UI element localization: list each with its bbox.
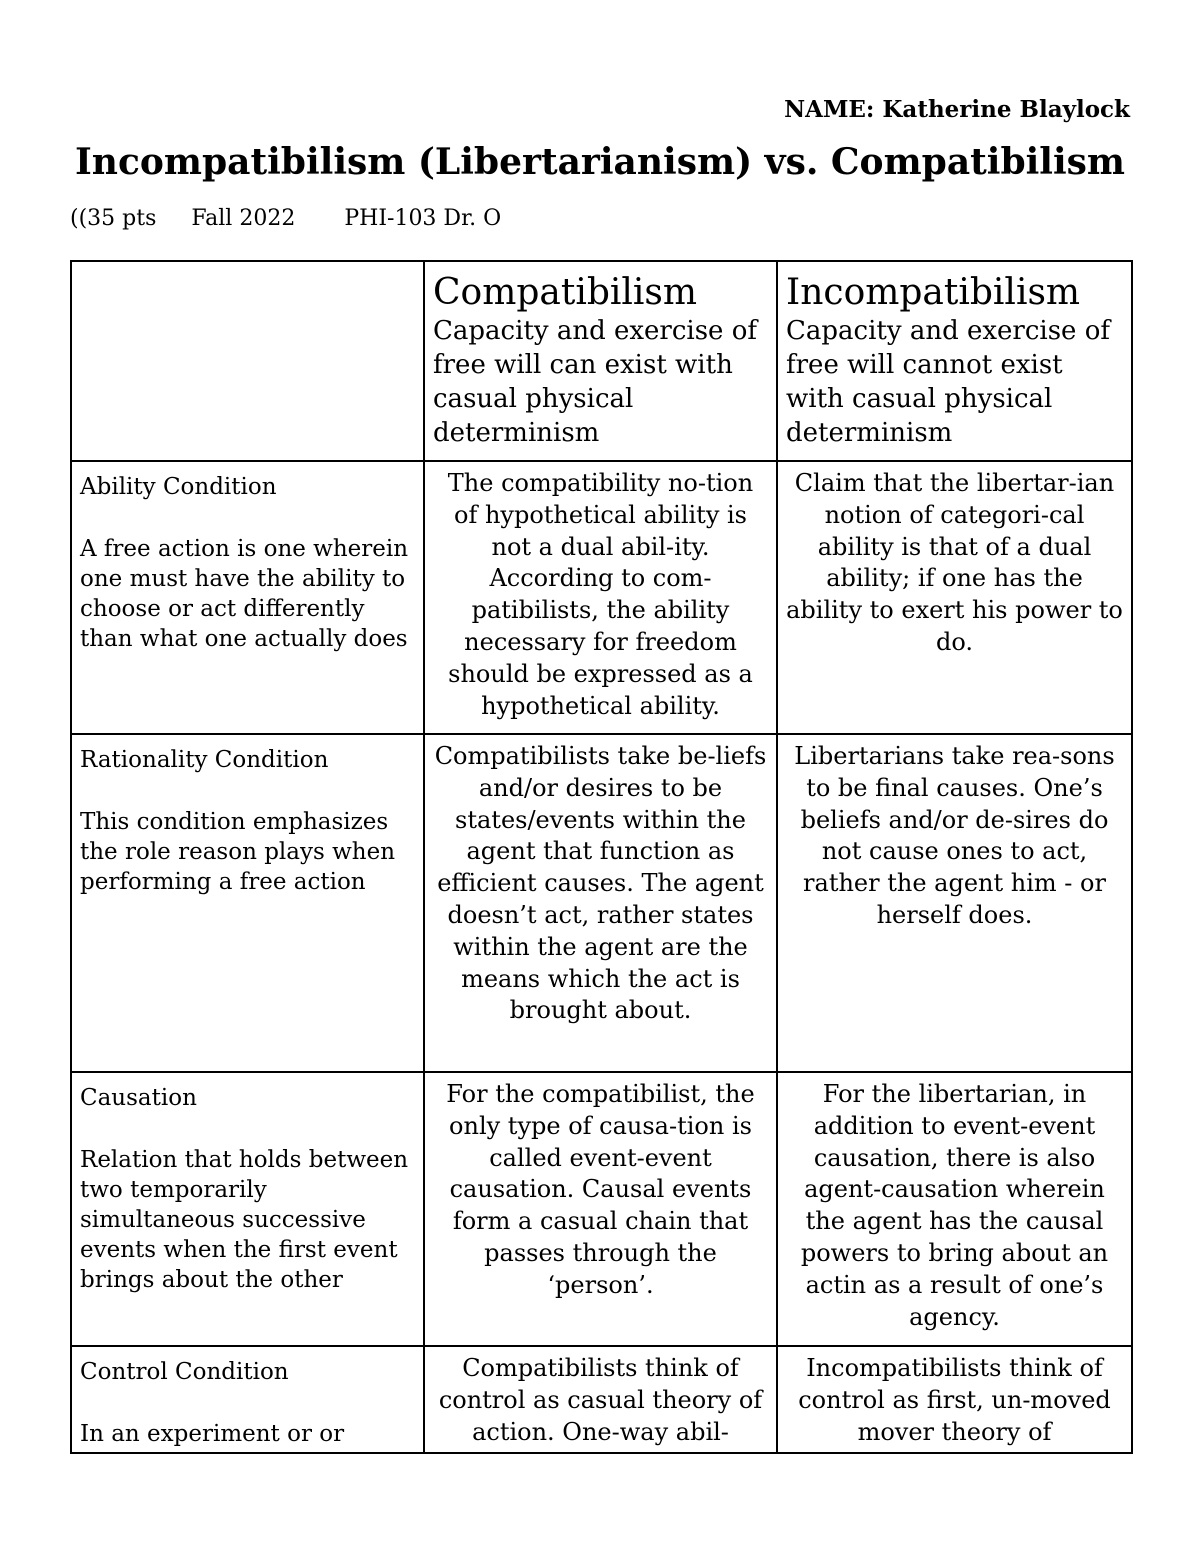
compatibilism-cell: Compatibilists take be-liefs and/or desires to be states/events within the agent that function as efficient causes. The agent doesn’t act, rather states within the agent are the means which the act is brought about. [424, 734, 777, 1072]
term-label: Fall 2022 [191, 206, 296, 231]
compatibilism-cell: For the compatibilist, the only type of causa-tion is called event-event causation. Causal events form a casual chain that passes through the ‘person’. [424, 1072, 777, 1346]
row-description: In an experiment or or [80, 1421, 345, 1447]
row-label: Control Condition [80, 1359, 289, 1385]
row-label: Rationality Condition [80, 747, 329, 773]
compatibilism-cell: Compatibilists think of control as casual theory of action. One-way abil- [424, 1346, 777, 1453]
compatibilism-cell: The compatibility no-tion of hypothetical ability is not a dual abil-ity. According to com-patibilists, the ability necessary for freedom should be expressed as a hypothetical ability. [424, 461, 777, 734]
row-label-cell [71, 461, 424, 734]
row-label-cell [71, 1346, 424, 1453]
table-row [71, 1346, 1132, 1453]
student-name: NAME: Katherine Blaylock [784, 96, 1130, 123]
header-cell-compatibilism [424, 261, 777, 461]
header-cell-incompatibilism [777, 261, 1132, 461]
incompatibilism-cell: For the libertarian, in addition to event-event causation, there is also agent-causation wherein the agent has the causal powers to bring about an actin as a result of one’s agency. [777, 1072, 1132, 1346]
header-corner-cell [71, 261, 424, 461]
incompatibilism-cell: Claim that the libertar-ian notion of categori-cal ability is that of a dual ability; if one has the ability to exert his power to do. [777, 461, 1132, 734]
row-description: Relation that holds between two temporarily simultaneous successive events when the first event brings about the other [80, 1147, 409, 1293]
table-header-row [71, 261, 1132, 461]
course-label: PHI-103 Dr. O [344, 206, 502, 231]
row-label-cell [71, 1072, 424, 1346]
row-label: Ability Condition [80, 474, 277, 500]
table-row [71, 461, 1132, 734]
column-title-compatibilism: Compatibilism [433, 272, 698, 313]
comparison-table [70, 260, 1133, 1454]
table-row [71, 734, 1132, 1072]
course-info-line [70, 206, 501, 231]
table-row [71, 1072, 1132, 1346]
column-description-incompatibilism: Capacity and exercise of free will cannot exist with casual physical determinism [786, 316, 1110, 448]
document-title: Incompatibilism (Libertarianism) vs. Compatibilism [74, 141, 1126, 183]
row-label: Causation [80, 1085, 197, 1111]
row-label-cell [71, 734, 424, 1072]
incompatibilism-cell: Libertarians take rea-sons to be final causes. One’s beliefs and/or de-sires do not cause ones to act, rather the agent him - or herself does. [777, 734, 1132, 1072]
row-description: A free action is one wherein one must have the ability to choose or act differently than what one actually does [80, 536, 409, 652]
column-title-incompatibilism: Incompatibilism [786, 272, 1081, 313]
incompatibilism-cell: Incompatibilists think of control as first, un-moved mover theory of [777, 1346, 1132, 1453]
points-label: ((35 pts [70, 206, 157, 231]
column-description-compatibilism: Capacity and exercise of free will can exist with casual physical determinism [433, 316, 757, 448]
row-description: This condition emphasizes the role reason plays when performing a free action [80, 809, 396, 895]
